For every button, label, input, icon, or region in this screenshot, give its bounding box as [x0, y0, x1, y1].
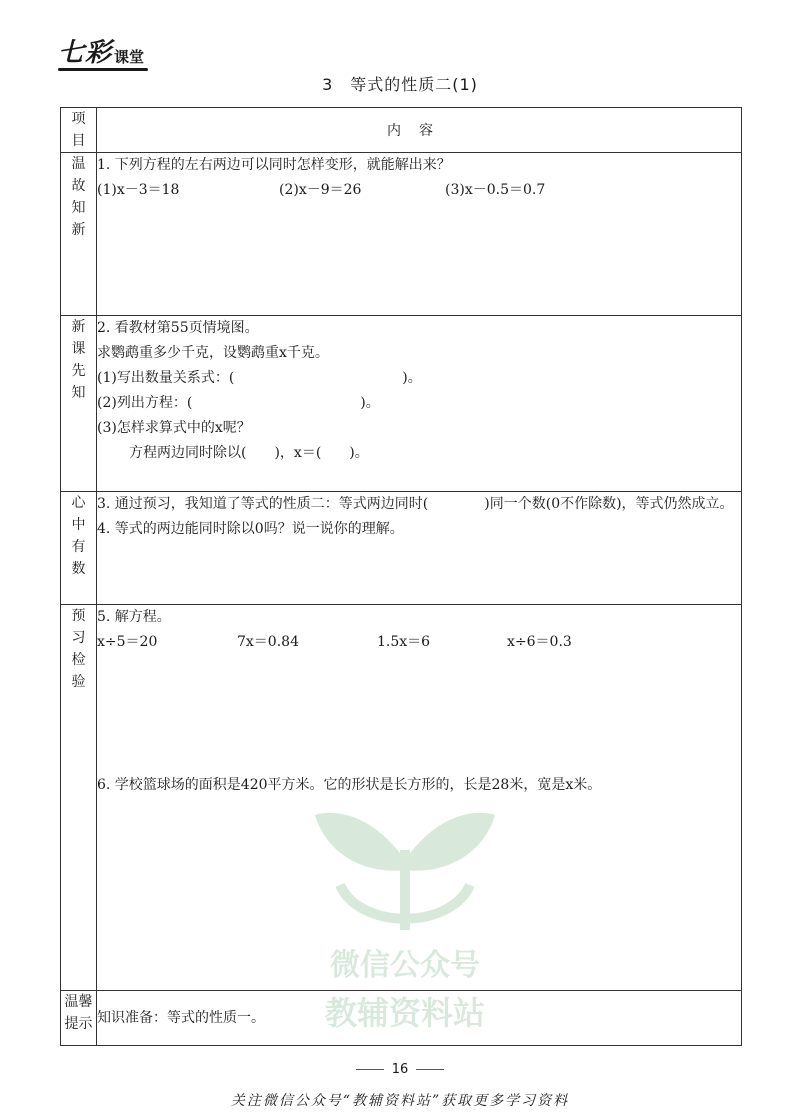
- row-label-preview: 新课先知: [71, 319, 86, 401]
- row-label-review: 温故知新: [71, 156, 86, 238]
- brand-main-text: 七彩: [58, 38, 113, 68]
- question-6: 6. 学校篮球场的面积是420平方米。它的形状是长方形的，长是28米，宽是x米。: [97, 777, 602, 793]
- equation-2: 7x＝0.84: [237, 634, 299, 650]
- divider: [356, 1069, 384, 1070]
- page-title: 3 等式的性质二(1): [322, 75, 478, 94]
- equation-1: x÷5＝20: [97, 634, 158, 650]
- worksheet-table: [60, 107, 742, 1046]
- page-number-text: 16: [391, 1062, 409, 1077]
- row-content-review: [97, 153, 742, 316]
- question-2-setup: 求鹦鹉重多少千克，设鹦鹉重x千克。: [97, 345, 329, 361]
- row-content-tip: [97, 991, 742, 1046]
- table-row: [61, 991, 742, 1046]
- row-content-check: [97, 492, 742, 605]
- question-1-equations: [97, 178, 741, 203]
- row-content-preview: [97, 316, 742, 492]
- equation-1: (1)x－3＝18: [97, 182, 180, 198]
- question-2: 2. 看教材第55页情境图。: [97, 320, 259, 336]
- table-row: [61, 605, 742, 991]
- question-5: 5. 解方程。: [97, 609, 171, 625]
- watermark-line-2: 教辅资料站: [324, 994, 485, 1032]
- row-content-practice: [97, 605, 742, 991]
- footer-note: 关注微信公众号“教辅资料站”获取更多学习资料: [230, 1093, 570, 1109]
- tip-text: 知识准备：等式的性质一。: [97, 1009, 265, 1026]
- question-4: 4. 等式的两边能同时除以0吗？说一说你的理解。: [97, 521, 404, 537]
- equation-3: 1.5x＝6: [377, 634, 431, 650]
- question-5-equations: [97, 630, 741, 655]
- equation-3: (3)x－0.5＝0.7: [445, 182, 546, 198]
- equation-2: (2)x－9＝26: [279, 182, 362, 198]
- page-number: [0, 1062, 800, 1077]
- row-label-check: 心中有数: [71, 495, 86, 577]
- header-label-cell: [61, 108, 97, 153]
- table-row: [61, 316, 742, 492]
- row-label-cell: [61, 316, 97, 492]
- question-2-sub-3: (3)怎样求算式中的x呢？: [97, 420, 251, 436]
- brand-underline: [58, 68, 148, 71]
- brand-logo: [58, 40, 144, 66]
- question-1: 1. 下列方程的左右两边可以同时怎样变形，就能解出来？: [97, 157, 451, 173]
- header-content: 内容: [387, 123, 451, 139]
- row-label-cell: [61, 492, 97, 605]
- watermark-line-1: 微信公众号: [330, 948, 480, 983]
- question-2-sub-3-answer: 方程两边同时除以( )，x＝( )。: [129, 445, 369, 461]
- question-2-sub-2: (2)列出方程：( )。: [97, 395, 380, 411]
- equation-4: x÷6＝0.3: [507, 634, 572, 650]
- table-row: [61, 492, 742, 605]
- header-label: 项目: [71, 111, 86, 149]
- header-content-cell: [97, 108, 742, 153]
- row-label-cell: [61, 991, 97, 1046]
- question-3: 3. 通过预习，我知道了等式的性质二：等式两边同时( )同一个数(0不作除数)，等式仍然成立。: [97, 496, 734, 512]
- divider: [416, 1069, 444, 1070]
- table-row: [61, 153, 742, 316]
- row-label-tip: 温馨提示: [64, 994, 93, 1032]
- row-label-cell: [61, 153, 97, 316]
- table-header-row: [61, 108, 742, 153]
- answer-space-5: [97, 655, 741, 773]
- brand-sub-text: 课堂: [114, 48, 145, 66]
- row-label-cell: [61, 605, 97, 991]
- question-2-sub-1: (1)写出数量关系式：( )。: [97, 370, 422, 386]
- row-label-practice: 预习检验: [71, 608, 86, 690]
